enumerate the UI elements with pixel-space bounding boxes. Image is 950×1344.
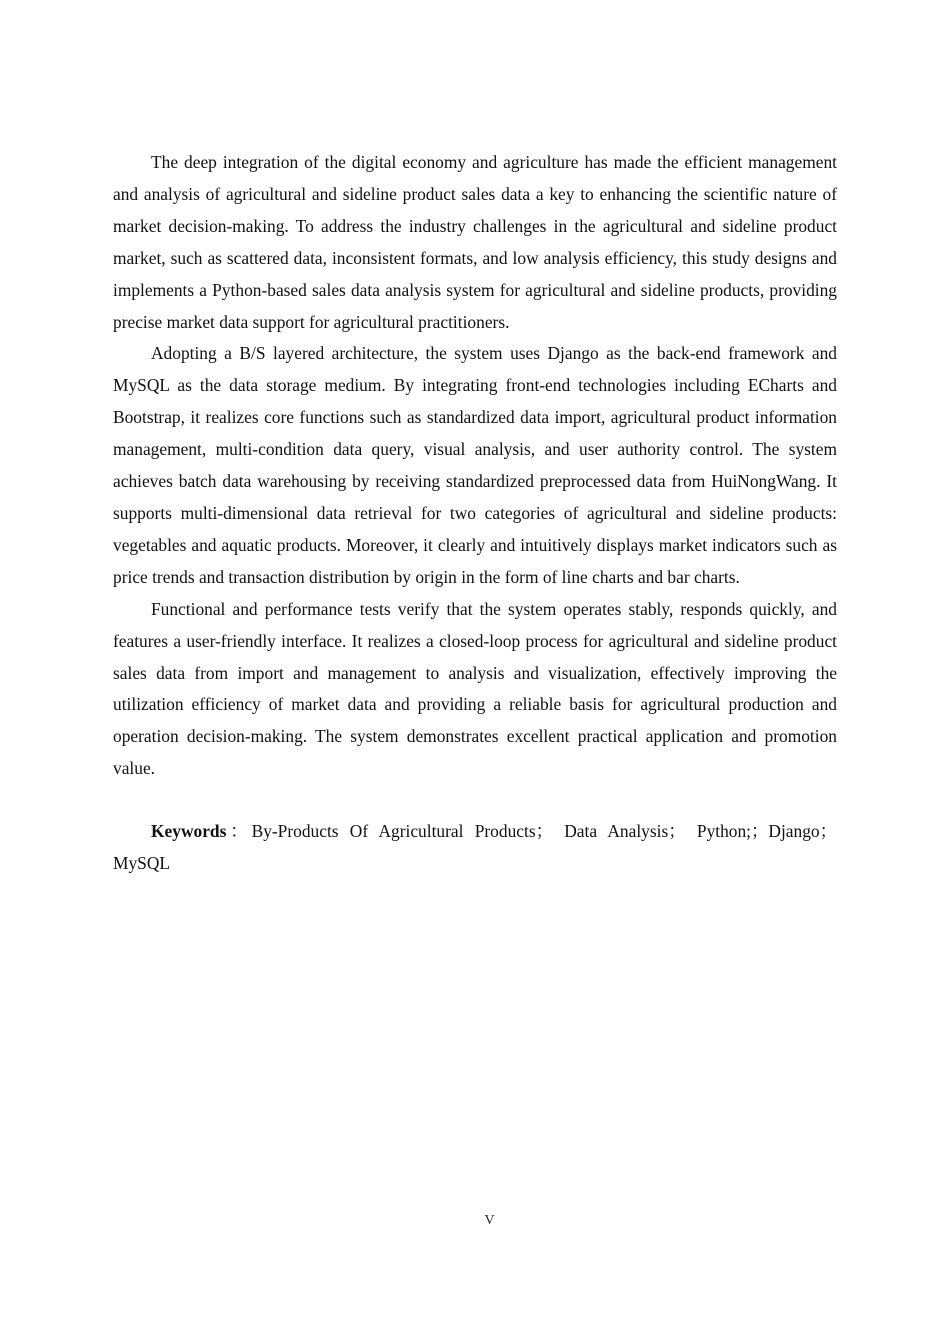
keywords-separator: ：	[226, 821, 252, 842]
abstract-body	[113, 147, 837, 785]
abstract-paragraph-2: Adopting a B/S layered architecture, the system uses Django as the back-end framework and MySQL as the data storage medium. By integrating front-end technologies including ECharts and Bootstrap, it realizes core functions such as standardized data import, agricultural product information management, multi-condition data query, visual analysis, and user authority control. The system achieves batch data warehousing by receiving standardized preprocessed data from HuiNongWang. It supports multi-dimensional data retrieval for two categories of agricultural and sideline products: vegetables and aquatic products. Moreover, it clearly and intuitively displays market indicators such as price trends and transaction distribution by origin in the form of line charts and bar charts.	[113, 343, 837, 587]
keywords-label: Keywords	[151, 821, 227, 842]
abstract-paragraph-1: The deep integration of the digital economy and agriculture has made the efficient management and analysis of agricultural and sideline product sales data a key to enhancing the scientific nature of market decision-making. To address the industry challenges in the agricultural and sideline product market, such as scattered data, inconsistent formats, and low analysis efficiency, this study designs and implements a Python-based sales data analysis system for agricultural and sideline products, providing precise market data support for agricultural practitioners.	[113, 152, 837, 332]
keywords-line	[113, 816, 837, 880]
abstract-page	[113, 147, 837, 880]
abstract-paragraph-3: Functional and performance tests verify that the system operates stably, responds quickly, and features a user-friendly interface. It realizes a closed-loop process for agricultural and sideline product sales data from import and management to analysis and visualization, effectively improving the utilization efficiency of market data and providing a reliable basis for agricultural production and operation decision-making. The system demonstrates excellent practical application and promotion value.	[113, 598, 837, 779]
page-number: V	[484, 1213, 495, 1228]
keywords-text: By-Products Of Agricultural Products； Data Analysis； Python;；Django；MySQL	[113, 821, 837, 874]
